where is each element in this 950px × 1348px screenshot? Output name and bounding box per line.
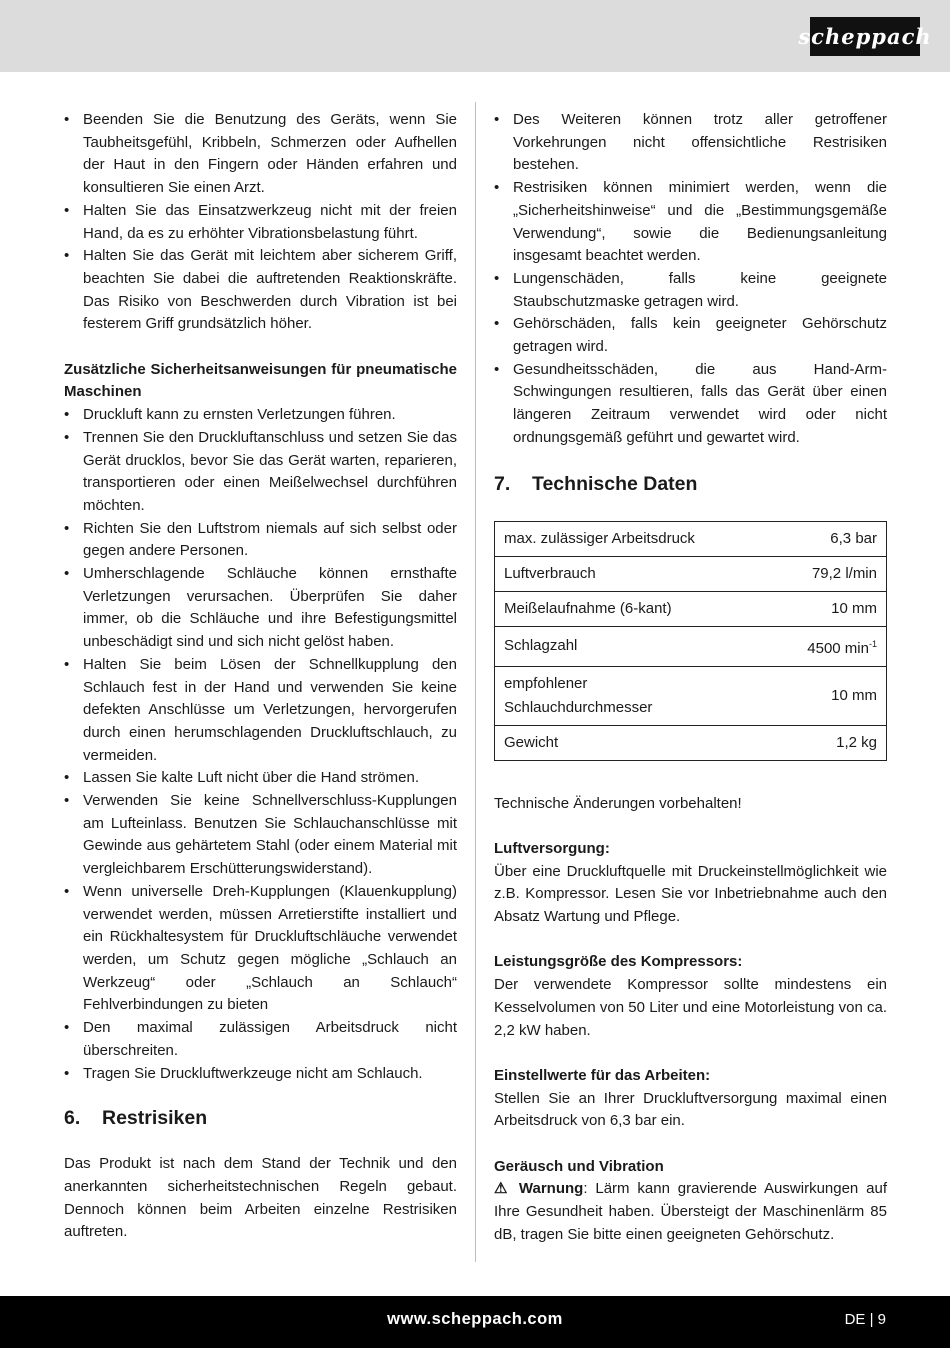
list-item: • Tragen Sie Druckluftwerkzeuge nicht am Schlauch. [64,1063,457,1086]
kompressor-text: Der verwendete Kompressor sollte mindestens ein Kesselvolumen von 50 Liter und eine Motorleistung von ca. 2,2 kW haben. [494,976,887,1039]
vibration-bullet-list [64,109,457,336]
list-item: • Des Weiteren können trotz aller getroffener Vorkehrungen nicht offensichtliche Restrisiken bestehen. [494,109,887,177]
list-item: • Halten Sie das Einsatzwerkzeug nicht mit der freien Hand, da es zu erhöhter Vibrationsbelastung führt. [64,200,457,245]
section-heading-technische-daten [494,471,887,497]
section-title: Restrisiken [102,1107,208,1130]
column-divider [475,102,476,1262]
section-number: 7. [494,472,511,495]
list-item: • Gesundheitsschäden, die aus Hand-Arm- Schwingungen resultieren, falls das Gerät über einen längeren Zeitraum verwendet wird oder nicht ordnungsgemäß geführt und gewartet wird. [494,359,887,450]
einstellwerte-heading: Einstellwerte für das Arbeiten: [494,1066,711,1084]
list-item: • Halten Sie das Gerät mit leichtem aber sicherem Griff, beachten Sie dabei die auftretenden Reaktionskräfte. Das Risiko von Beschwerden durch Vibration ist bei festerem Griff grundsätzlich höher. [64,245,457,336]
list-item: • Restrisiken können minimiert werden, wenn die „Sicherheitshinweise“ und die „Bestimmungsgemäße Verwendung“, sowie die Bedienungsanleitung insgesamt beachtet werden. [494,177,887,268]
restrisiken-bullet-list [494,109,887,450]
list-item: • Halten Sie beim Lösen der Schnellkupplung den Schlauch fest in der Hand und verwenden Sie keine defekten Anschlüsse um Verletzungen, hervorgerufen durch einen herumschlagenden Druckluftschlauch, zu vermeiden. [64,654,457,768]
table-cell-label: max. zulässiger Arbeitsdruck [495,521,735,556]
list-item: • Beenden Sie die Benutzung des Geräts, wenn Sie Taubheitsgefühl, Kribbeln, Schmerzen oder Aufhellen der Haut in den Fingern oder Händen erfahren und konsultieren Sie einen Arzt. [64,109,457,200]
table-cell-label: Gewicht [495,725,735,760]
list-item: • Lassen Sie kalte Luft nicht über die Hand strömen. [64,767,457,790]
list-item: • Trennen Sie den Druckluftanschluss und setzen Sie das Gerät drucklos, bevor Sie das Gerät warten, reparieren, transportieren oder einen Meißelwechsel durchführen möchten. [64,427,457,518]
left-column [64,109,457,1244]
list-item: • Druckluft kann zu ernsten Verletzungen führen. [64,404,457,427]
table-row [495,591,887,626]
list-item: • Richten Sie den Luftstrom niemals auf sich selbst oder gegen andere Personen. [64,518,457,563]
superscript: -1 [868,638,877,649]
table-row [495,666,887,725]
list-item: • Wenn universelle Dreh-Kupplungen (Klauenkupplung) verwendet werden, müssen Arretierstifte installiert und ein Rückhaltesystem für Druckluftschläuche verwendet werden, um Schutz gegen mögliche „Schlauch an Werkzeug“ oder „Schlauch an Schlauch“ Fehlverbindungen zu bieten [64,881,457,1017]
table-cell-label: empfohlener Schlauchdurchmesser [495,666,735,725]
list-item: • Verwenden Sie keine Schnellverschluss-Kupplungen am Lufteinlass. Benutzen Sie Schlauchanschlüsse mit Gewinde aus gehärtetem Stahl (oder einem Material mit vergleichbarem Erschütterungswiderstand). [64,790,457,881]
table-cell-value: 10 mm [735,591,887,626]
page-footer [0,1296,950,1348]
section-heading-restrisiken [64,1105,457,1131]
restrisiken-paragraph: Das Produkt ist nach dem Stand der Technik und den anerkannten sicherheitstechnischen Regeln gebaut. Dennoch können beim Arbeiten einzelne Restrisiken auftreten. [64,1155,457,1241]
warning-triangle-icon: ⚠ [494,1180,508,1198]
page-number: DE | 9 [844,1311,886,1328]
section-number: 6. [64,1107,81,1130]
list-item: • Gehörschäden, falls kein geeigneter Gehörschutz getragen wird. [494,313,887,358]
page-header [0,0,950,72]
luftversorgung-heading: Luftversorgung: [494,839,610,857]
kompressor-heading: Leistungsgröße des Kompressors: [494,953,743,971]
right-column [494,109,887,1247]
section-title: Technische Daten [532,472,698,495]
pneumatic-safety-heading: Zusätzliche Sicherheitsanweisungen für pneumatische Maschinen [64,360,457,401]
table-cell-value: 79,2 l/min [735,556,887,591]
brand-logo: scheppach [810,17,920,56]
technical-data-table [494,521,887,761]
table-row [495,626,887,666]
table-cell-value: 6,3 bar [735,521,887,556]
table-row [495,725,887,760]
table-row [495,521,887,556]
table-cell-label: Meißelaufnahme (6-kant) [495,591,735,626]
list-item: • Umherschlagende Schläuche können ernsthafte Verletzungen verursachen. Überprüfen Sie daher immer, ob die Schläuche und ihre Befestigungsmittel unbeschädigt sind und sich nicht gelöst haben. [64,563,457,654]
table-cell-label: Schlagzahl [495,626,735,666]
einstellwerte-text: Stellen Sie an Ihrer Druckluftversorgung maximal einen Arbeitsdruck von 6,3 bar ein. [494,1089,887,1130]
table-cell-value: 10 mm [735,666,887,725]
pneumatic-bullet-list [64,404,457,1085]
footer-url: www.scheppach.com [387,1310,563,1328]
table-cell-value: 4500 $\min^{-1}$ [735,626,887,666]
table-cell-value: 1,2 kg [735,725,887,760]
geraeusch-heading: Geräusch und Vibration [494,1157,664,1175]
table-row [495,556,887,591]
warning-paragraph [494,1178,887,1246]
tech-change-note: Technische Änderungen vorbehalten! [494,794,742,812]
list-item: • Den maximal zulässigen Arbeitsdruck nicht überschreiten. [64,1017,457,1062]
luftversorgung-text: Über eine Druckluftquelle mit Druckeinstellmöglichkeit wie z.B. Kompressor. Lesen Sie vor Inbetriebnahme auch den Absatz Wartung und Pflege. [494,862,887,926]
table-cell-label: Luftverbrauch [495,556,735,591]
list-item: • Lungenschäden, falls keine geeignete Staubschutzmaske getragen wird. [494,268,887,313]
warning-label: Warnung [518,1180,584,1198]
warning-text: : Lärm kann gravierende Auswirkungen auf Ihre Gesundheit haben. Übersteigt der Maschinenlärm 85 dB, tragen Sie bitte einen geeigneten Gehörschutz. [494,1180,887,1243]
